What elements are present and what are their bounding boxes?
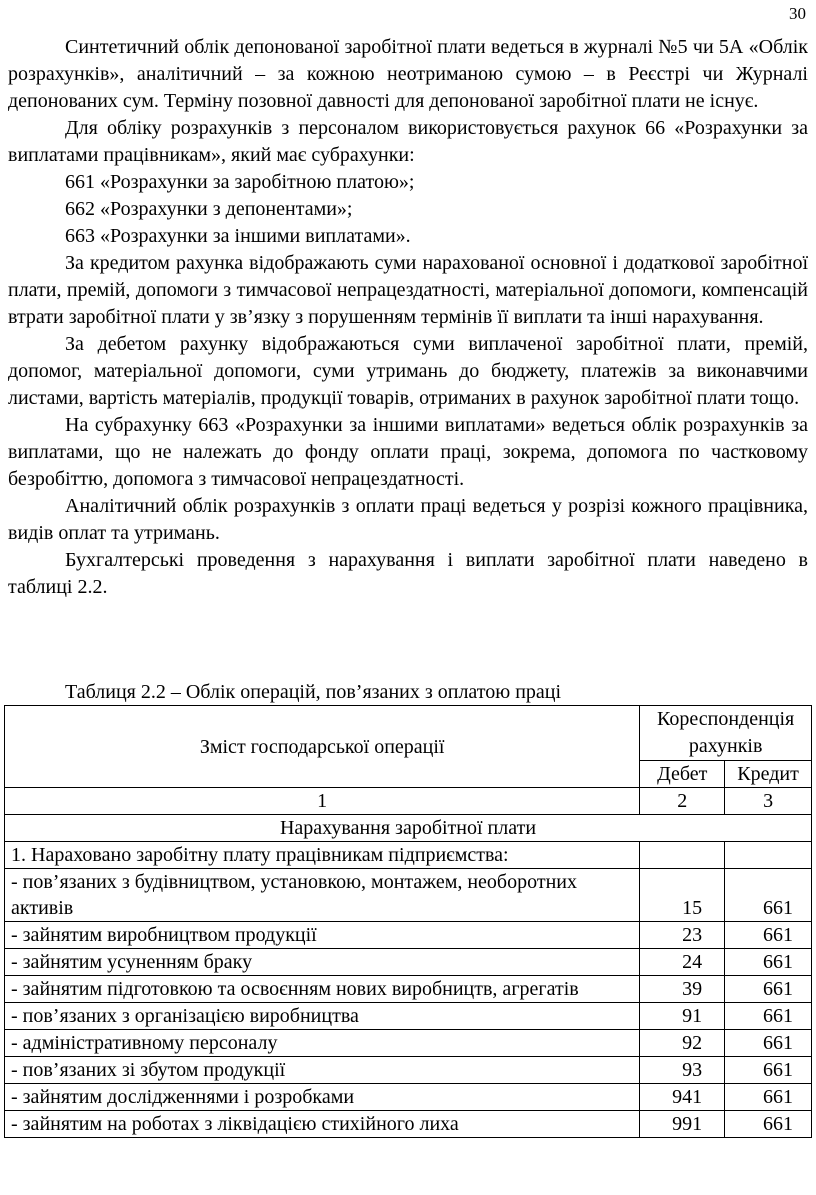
- row-debit: 91: [640, 1003, 725, 1030]
- empty-cell: [640, 842, 725, 869]
- paragraph: Для обліку розрахунків з персоналом використовується рахунок 66 «Розрахунки за виплатами працівникам», який має субрахунки:: [8, 117, 808, 166]
- page-number: 30: [789, 4, 806, 23]
- row-credit: 661: [725, 1030, 812, 1057]
- table-row: [5, 1057, 812, 1084]
- table-caption: Таблиця 2.2 – Облік операцій, пов’язаних з оплатою праці: [65, 681, 562, 703]
- table-row: [5, 1084, 812, 1111]
- paragraph: За дебетом рахунку відображаються суми виплаченої заробітної плати, премій, допомог, матеріальної допомоги, суми утримань до бюджету, платежів за виконавчими листами, вартість матеріалів, продукції товарів, отриманих в рахунок заробітної плати тощо.: [8, 333, 808, 409]
- row-text: - зайнятим підготовкою та освоєнням нових виробництв, агрегатів: [5, 976, 640, 1003]
- section-row: [5, 815, 812, 842]
- column-number: 3: [725, 788, 812, 815]
- table-row: [5, 1030, 812, 1057]
- row-debit: 941: [640, 1084, 725, 1111]
- row-credit: 661: [725, 922, 812, 949]
- row-text: - зайнятим на роботах з ліквідацією стихійного лиха: [5, 1111, 640, 1138]
- subaccount-item: 662 «Розрахунки з депонентами»;: [65, 198, 353, 220]
- row-credit: 661: [725, 976, 812, 1003]
- column-number-row: [5, 788, 812, 815]
- paragraph: На субрахунку 663 «Розрахунки за іншими виплатами» ведеться облік розрахунків за виплатами, що не належать до фонду оплати праці, зокрема, допомога по частковому безробіттю, допомога з тимчасової непрацездатності.: [8, 414, 808, 490]
- subaccount-item: 661 «Розрахунки за заробітною платою»;: [65, 171, 415, 193]
- section-title: Нарахування заробітної плати: [5, 815, 812, 842]
- subaccount-item: 663 «Розрахунки за іншими виплатами».: [65, 225, 411, 247]
- row-text: - пов’язаних з будівництвом, установкою, монтажем, необоротних активів: [5, 869, 640, 922]
- row-debit: 991: [640, 1111, 725, 1138]
- body-text: [8, 34, 808, 601]
- row-credit: 661: [725, 1111, 812, 1138]
- group-title: 1. Нараховано заробітну плату працівникам підприємства:: [5, 842, 640, 869]
- row-debit: 23: [640, 922, 725, 949]
- row-debit: 92: [640, 1030, 725, 1057]
- header-correspondence: Кореспонденція рахунків: [640, 706, 812, 761]
- row-text: - пов’язаних зі збутом продукції: [5, 1057, 640, 1084]
- operations-table: [4, 705, 812, 1138]
- row-text: - зайнятим виробництвом продукції: [5, 922, 640, 949]
- paragraph: Бухгалтерські проведення з нарахування і виплати заробітної плати наведено в таблиці 2.2.: [8, 549, 808, 598]
- row-debit: 15: [640, 869, 725, 922]
- row-debit: 24: [640, 949, 725, 976]
- header-credit: Кредит: [725, 761, 812, 788]
- table-header-row: [5, 706, 812, 761]
- row-text: - зайнятим дослідженнями і розробками: [5, 1084, 640, 1111]
- group-row: [5, 842, 812, 869]
- row-credit: 661: [725, 1084, 812, 1111]
- row-debit: 39: [640, 976, 725, 1003]
- empty-cell: [725, 842, 812, 869]
- row-text: - пов’язаних з організацією виробництва: [5, 1003, 640, 1030]
- column-number: 1: [5, 788, 640, 815]
- header-debit: Дебет: [640, 761, 725, 788]
- table-row: [5, 869, 812, 922]
- table-row: [5, 922, 812, 949]
- table-row: [5, 976, 812, 1003]
- row-credit: 661: [725, 869, 812, 922]
- table-row: [5, 949, 812, 976]
- paragraph: За кредитом рахунка відображають суми нарахованої основної і додаткової заробітної плати, премій, допомоги з тимчасової непрацездатності, матеріальної допомоги, компенсацій втрати заробітної плати у зв’язку з порушенням термінів її виплати та інші нарахування.: [8, 252, 808, 328]
- row-credit: 661: [725, 949, 812, 976]
- row-credit: 661: [725, 1057, 812, 1084]
- row-debit: 93: [640, 1057, 725, 1084]
- paragraph: Синтетичний облік депонованої заробітної плати ведеться в журналі №5 чи 5А «Облік розрахунків», аналітичний – за кожною неотриманою сумою – в Реєстрі чи Журналі депонованих сум. Терміну позовної давності для депонованої заробітної плати не існує.: [8, 36, 808, 112]
- column-number: 2: [640, 788, 725, 815]
- row-text: - адміністративному персоналу: [5, 1030, 640, 1057]
- row-credit: 661: [725, 1003, 812, 1030]
- row-text: - зайнятим усуненням браку: [5, 949, 640, 976]
- header-operation-content: Зміст господарської операції: [5, 706, 640, 788]
- paragraph: Аналітичний облік розрахунків з оплати праці ведеться у розрізі кожного працівника, видів оплат та утримань.: [8, 495, 808, 544]
- table-row: [5, 1003, 812, 1030]
- table-row: [5, 1111, 812, 1138]
